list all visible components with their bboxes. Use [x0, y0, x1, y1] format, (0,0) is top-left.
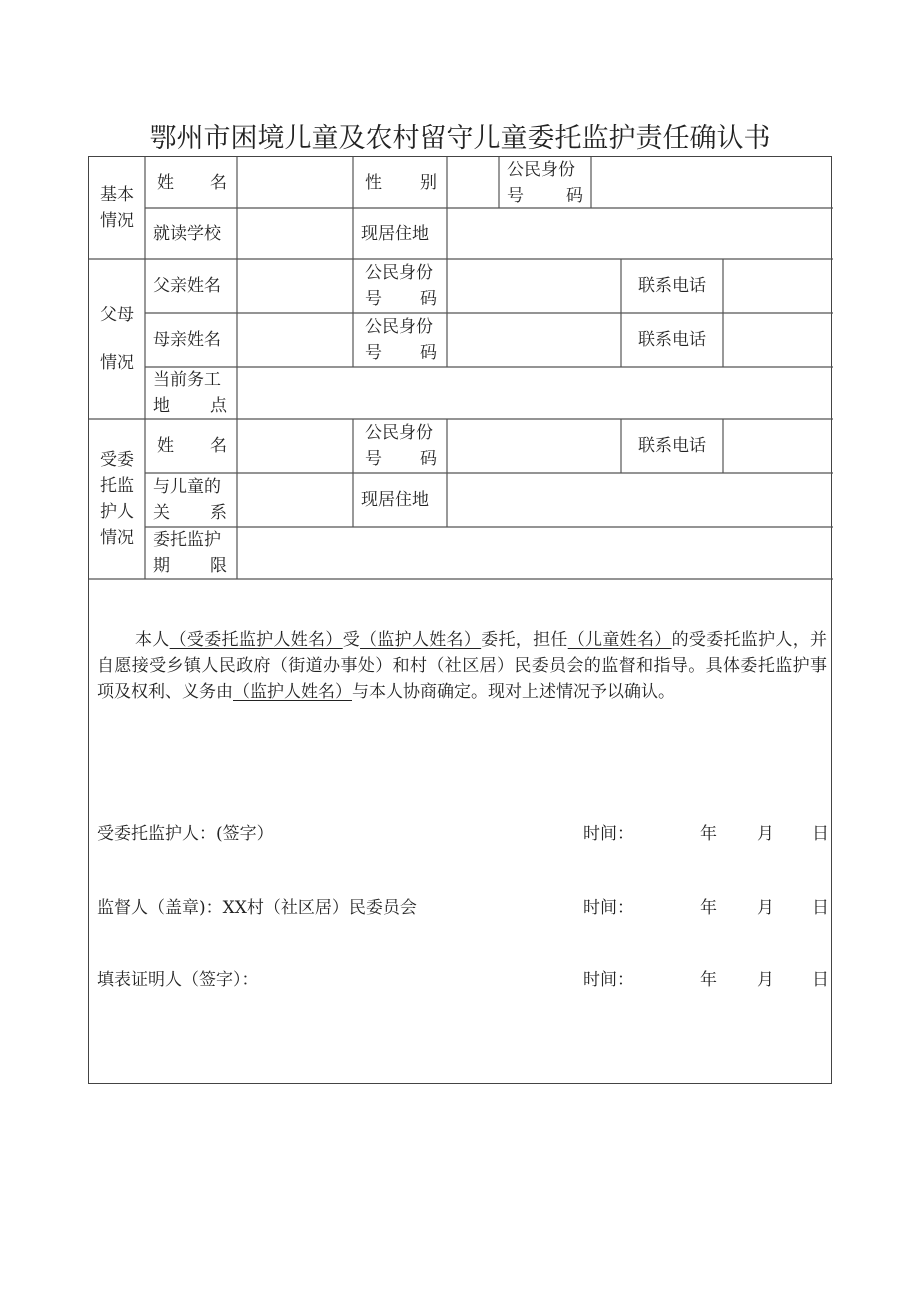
father-name-field[interactable]	[237, 259, 353, 313]
child-gender-label: 性 别	[365, 172, 437, 193]
school-field[interactable]	[237, 208, 353, 259]
year-label: 年	[700, 897, 717, 918]
day-label: 日	[812, 897, 829, 918]
mother-phone-field[interactable]	[723, 313, 833, 367]
time-label: 时间：	[583, 823, 634, 844]
guardian-section-label: 受委 托监 护人 情况	[100, 450, 134, 548]
supervisor-seal-label: 监督人（盖章)：XX村（社区居）民委员会	[97, 897, 417, 918]
child-name-field[interactable]	[237, 157, 353, 208]
guardian-phone-label: 联系电话	[638, 436, 706, 456]
term-field[interactable]	[237, 527, 833, 579]
school-label: 就读学校	[153, 223, 221, 244]
relation-field[interactable]	[237, 473, 353, 527]
child-gender-field[interactable]	[447, 157, 499, 208]
parents-section-label: 父母 情况	[100, 305, 134, 373]
principal-name-blank[interactable]: （监护人姓名）	[360, 630, 482, 650]
child-address-label: 现居住地	[361, 223, 429, 244]
father-id-field[interactable]	[447, 259, 621, 313]
mother-id-field[interactable]	[447, 313, 621, 367]
father-phone-label: 联系电话	[638, 276, 706, 296]
day-label: 日	[812, 823, 829, 844]
guardian-address-field[interactable]	[447, 473, 833, 527]
day-label: 日	[812, 969, 829, 990]
guardian-signature-row	[97, 817, 829, 845]
time-label: 时间：	[583, 897, 634, 918]
principal-name-blank-2[interactable]: （监护人姓名）	[233, 682, 352, 702]
mother-name-field[interactable]	[237, 313, 353, 367]
confirmation-form	[88, 156, 832, 1084]
term-label: 委托监护 期 限	[153, 530, 227, 576]
work-location-field[interactable]	[237, 367, 833, 419]
guardian-signature-label: 受委托监护人：(签字）	[97, 823, 274, 844]
year-label: 年	[700, 823, 717, 844]
work-location-label: 当前务工 地 点	[153, 370, 227, 416]
guardian-name-label: 姓 名	[157, 436, 227, 456]
guardian-id-label: 公民身份 号 码	[365, 423, 437, 469]
document-title: 鄂州市困境儿童及农村留守儿童委托监护责任确认书	[149, 123, 771, 154]
father-name-label: 父亲姓名	[153, 276, 221, 296]
guardian-name-blank[interactable]: （受委托监护人姓名）	[169, 630, 343, 650]
witness-signature-row	[97, 963, 829, 991]
supervisor-seal-row	[97, 891, 829, 919]
child-id-field[interactable]	[591, 157, 833, 208]
father-phone-field[interactable]	[723, 259, 833, 313]
time-label: 时间：	[583, 969, 634, 990]
child-name-blank[interactable]: （儿童姓名）	[567, 630, 672, 650]
guardian-phone-field[interactable]	[723, 419, 833, 473]
month-label: 月	[757, 897, 774, 918]
month-label: 月	[757, 969, 774, 990]
child-id-label: 公民身份 号 码	[507, 159, 583, 206]
year-label: 年	[700, 969, 717, 990]
relation-label: 与儿童的 关 系	[153, 477, 227, 523]
guardian-address-label: 现居住地	[361, 490, 429, 510]
child-address-field[interactable]	[447, 208, 833, 259]
basic-section-label: 基本 情况	[100, 185, 134, 231]
child-name-label: 姓 名	[157, 172, 227, 193]
mother-name-label: 母亲姓名	[153, 330, 221, 350]
witness-signature-label: 填表证明人（签字）：	[97, 969, 259, 990]
father-id-label: 公民身份 号 码	[365, 263, 437, 309]
mother-phone-label: 联系电话	[638, 330, 706, 350]
statement-paragraph: 本人（受委托监护人姓名）受（监护人姓名）委托，担任（儿童姓名）的受委托监护人，并自愿接受乡镇人民政府（街道办事处）和村（社区居）民委员会的监督和指导。具体委托监护事项及权利、义务由（监护人姓名）与本人协商确定。现对上述情况予以确认。	[97, 630, 828, 702]
month-label: 月	[757, 823, 774, 844]
guardian-id-field[interactable]	[447, 419, 621, 473]
guardian-name-field[interactable]	[237, 419, 353, 473]
mother-id-label: 公民身份 号 码	[365, 317, 437, 363]
